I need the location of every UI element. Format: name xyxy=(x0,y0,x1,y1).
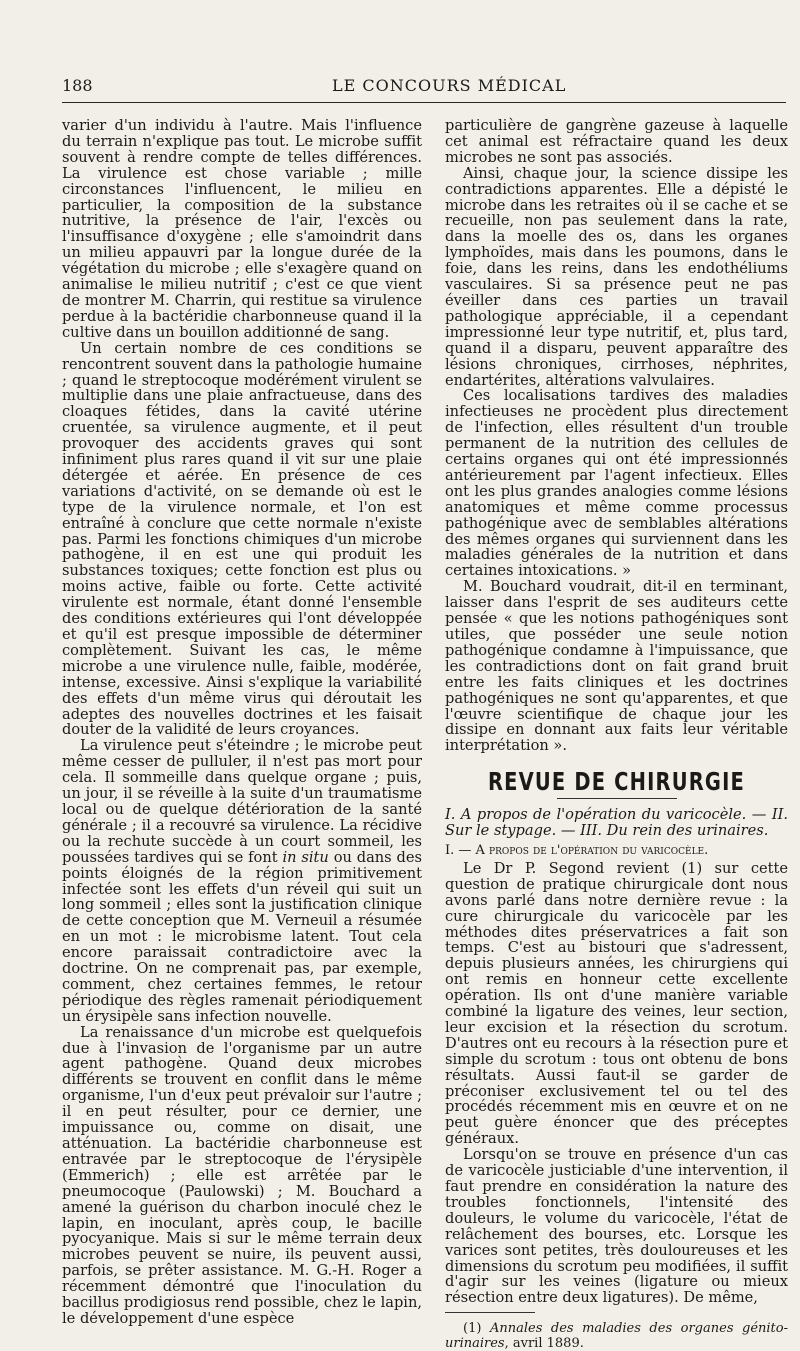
footnote-divider xyxy=(445,1312,535,1313)
paragraph: particulière de gangrène gazeuse à laquelle cet animal est réfractaire quand les deux microbes ne sont pas associés. xyxy=(445,117,788,166)
paragraph-text: ou dans des points éloignés de la région primitivement infectée sont les effets d'un réveil qui suit un long sommeil ; elles sont la justification clinique de cette conception que M. Verneuil a résumée en un mot : le microbisme latent. Tout cela encore paraissait contradictoire avec la doctrine. On ne comprenait pas, par exemple, comment, chez certaines femmes, le retour périodique des règles ramenait périodiquement un érysipèle sans infection nouvelle. xyxy=(62,848,422,1025)
paragraph: Le Dr P. Segond revient (1) sur cette question de pratique chirurgicale dont nous avons parlé dans notre dernière revue : la cure chirurgicale du varicocèle par les méthodes dites préservatrices a fait son temps. C'est au bistouri que s'adressent, depuis plusieurs années, les chirurgiens qui ont remis en honneur cette excellente opération. Ils ont d'une manière variable combiné la ligature des veines, leur section, leur excision et la résection du scrotum. D'autres ont eu recours à la résection pure et simple du scrotum : tous ont obtenu de bons résultats. Aussi faut-il se garder de préconiser exclusivement tel ou tel des procédés récemment mis en œuvre et on ne peut guère énoncer que des préceptes généraux. xyxy=(445,859,788,1148)
section-contents: I. A propos de l'opération du varicocèle. — II. Sur le stypage. — III. Du rein des urinaires. xyxy=(445,806,788,840)
paragraph: La renaissance d'un microbe est quelquefois due à l'invasion de l'organisme par un autre agent pathogène. Quand deux microbes différents se trouvent en conflit dans le même organisme, l'un d'eux peut prévaloir sur l'autre ; il en peut résulter, pour ce dernier, une impuissance ou, comme on disait, une atténuation. La bactéridie charbonneuse est entravée par le streptocoque de l'érysipèle (Emmerich) ; elle est arrêtée par le pneumocoque (Paulowski) ; M. Bouchard a amené la guérison du charbon inoculé chez le lapin, en inoculant, après coup, le bacille pyocyanique. Mais si sur le même terrain deux microbes peuvent se nuire, ils peuvent aussi, parfois, se prêter assistance. M. G.-H. Roger a récemment démontré que l'inoculation du bacillus prodigiosus rend possible, chez le lapin, le développement d'une espèce xyxy=(62,1023,422,1327)
footnote xyxy=(445,1321,788,1351)
subsection-heading: I. — A propos de l'opération du varicocèle. xyxy=(445,842,709,858)
paragraph: M. Bouchard voudrait, dit-il en terminant, laisser dans l'esprit de ses auditeurs cette pensée « que les notions pathogéniques sont utiles, que posséder une seule notion pathogénique condamne à l'impuissance, que les contradictions dont on fait grand bruit entre les faits cliniques et les doctrines pathogéniques ne sont qu'apparentes, et que l'œuvre scientifique de chaque jour les dissipe en donnant aux faits leur véritable interprétation ». xyxy=(445,578,788,755)
section-title: REVUE DE CHIRURGIE xyxy=(487,767,746,797)
paragraph: varier d'un individu à l'autre. Mais l'influence du terrain n'explique pas tout. Le microbe suffit souvent à rendre compte de telles différences. La virulence est chose variable ; mille circonstances l'influencent, le milieu en particulier, la composition de la substance nutritive, la présence de l'air, l'excès ou l'insuffisance d'oxygène ; elle s'amoindrit dans un milieu appauvri par la longue durée de la végétation du microbe ; elle s'exagère quand on animalise le milieu nutritif ; c'est ce que vient de montrer M. Charrin, qui restitue sa virulence perdue à la bactéridie charbonneuse quand il la cultive dans un bouillon additionné de sang. xyxy=(62,117,422,341)
emphasis: in situ xyxy=(282,848,329,866)
section-divider xyxy=(557,798,677,799)
paragraph: Ainsi, chaque jour, la science dissipe les contradictions apparentes. Elle a dépisté le microbe dans les retraites où il se cache et se recueille, non pas seulement dans la rate, dans la moelle des os, dans les organes lymphoïdes, mais dans les poumons, dans le foie, dans les reins, dans les endothéliums vasculaires. Si sa présence peut ne pas éveiller dans ces parties un travail pathologique appréciable, il a cependant impressionné leur type nutritif, et, plus tard, quand il a disparu, peuvent apparaître des lésions chroniques, cirrhoses, néphrites, endartérites, altérations valvulaires. xyxy=(445,164,788,389)
paragraph xyxy=(62,738,422,1024)
page-number: 188 xyxy=(62,76,93,95)
paragraph-text: La virulence peut s'éteindre ; le microbe peut même cesser de pulluler, il n'est pas mort pour cela. Il sommeille dans quelque organe ; puis, un jour, il se réveille à la suite d'un traumatisme local ou de quelque détérioration de la santé générale ; il a recouvré sa virulence. La récidive ou la rechute succède à un court sommeil, les poussées tardives qui se font xyxy=(62,737,422,866)
footnote-date: , avril 1889. xyxy=(504,1336,584,1351)
running-title: LE CONCOURS MÉDICAL xyxy=(332,76,567,95)
right-column xyxy=(445,117,788,1351)
page-header xyxy=(62,72,786,103)
paragraph: Lorsqu'on se trouve en présence d'un cas de varicocèle justiciable d'une intervention, il faut prendre en considération la nature des troubles fonctionnels, l'intensité des douleurs, le volume du varicocèle, l'état de relâchement des bourses, etc. Lorsque les varices sont petites, très douloureuses et les dimensions du scrotum peu modifiées, il suffit d'agir sur les veines (ligature ou mieux résection entre deux ligatures). De même, xyxy=(445,1146,788,1307)
paragraph: Ces localisations tardives des maladies infectieuses ne procèdent plus directement de l'infection, elles résultent d'un trouble permanent de la nutrition des cellules de certains organes qui ont été impressionnés antérieurement par l'agent infectieux. Elles ont les plus grandes analogies comme lésions anatomiques et même comme processus pathogénique avec de semblables altérations des mêmes organes qui surviennent dans les maladies générales de la nutrition et dans certaines intoxications. » xyxy=(445,387,788,580)
footnote-journal: Annales des maladies des organes génito-urinaires xyxy=(445,1321,788,1351)
paragraph: Un certain nombre de ces conditions se rencontrent souvent dans la pathologie humaine ; quand le streptocoque modérément virulent se multiplie dans une plaie anfractueuse, dans des cloaques fétides, dans la cavité utérine cruentée, sa virulence augmente, et il peut provoquer des accidents graves qui sont infiniment plus rares quand il vit sur une plaie détergée et aérée. En présence de ces variations d'activité, on se demande où est le type de la virulence normale, et l'on est entraîné à conclure que cette normale n'existe pas. Parmi les fonctions chimiques d'un microbe pathogène, il en est une qui produit les substances toxiques; cette fonction est plus ou moins active, faible ou forte. Cette activité virulente est normale, étant donné l'ensemble des conditions extérieures qui l'ont développée et qu'il est presque impossible de déterminer complètement. Suivant les cas, le même microbe a une virulence nulle, faible, modérée, intense, excessive. Ainsi s'explique la variabilité des effets d'un même virus qui déroutait les adeptes des nouvelles doctrines et les faisait douter de la validité de leurs croyances. xyxy=(62,339,422,739)
left-column xyxy=(62,117,422,1327)
footnote-number: (1) xyxy=(463,1321,482,1337)
